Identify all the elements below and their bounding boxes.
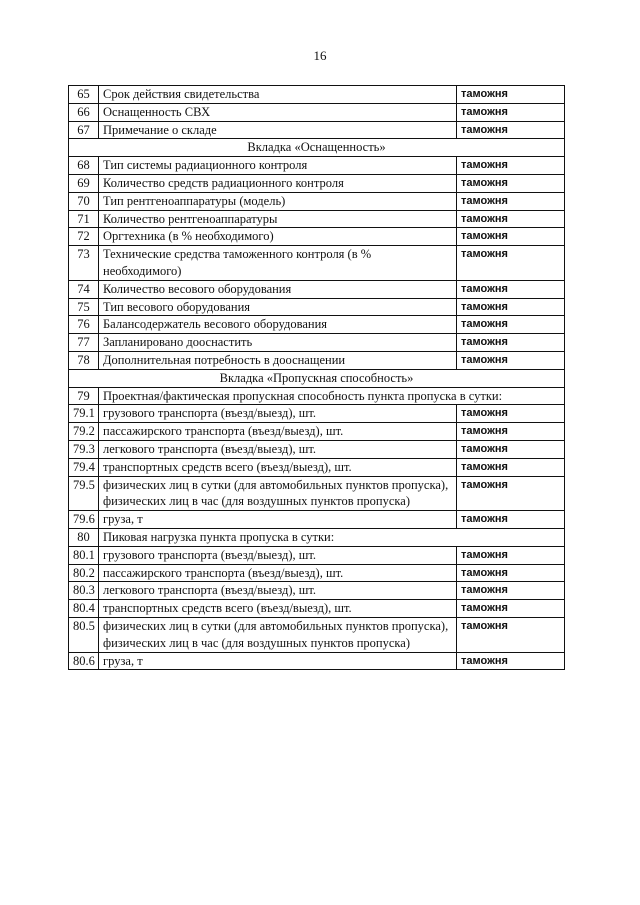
- row-number: 78: [69, 351, 99, 369]
- row-number: 80: [69, 528, 99, 546]
- field-owner: таможня: [457, 405, 565, 423]
- field-owner: таможня: [457, 582, 565, 600]
- field-name: транспортных средств всего (въезд/выезд), шт.: [99, 458, 457, 476]
- table-row: [69, 103, 565, 121]
- table-row: [69, 280, 565, 298]
- field-owner: таможня: [457, 157, 565, 175]
- table-row: [69, 405, 565, 423]
- row-number: 79.6: [69, 511, 99, 529]
- field-owner: таможня: [457, 600, 565, 618]
- field-owner: таможня: [457, 440, 565, 458]
- section-title: Вкладка «Пропускная способность»: [69, 369, 565, 387]
- row-number: 74: [69, 280, 99, 298]
- table-row: [69, 316, 565, 334]
- row-number: 67: [69, 121, 99, 139]
- table-row: [69, 351, 565, 369]
- row-number: 80.5: [69, 617, 99, 652]
- row-number: 77: [69, 334, 99, 352]
- field-owner: таможня: [457, 246, 565, 281]
- field-name: груза, т: [99, 511, 457, 529]
- field-name: физических лиц в сутки (для автомобильных пунктов пропуска), физических лиц в час (для воздушных пунктов пропуска): [99, 617, 457, 652]
- table-row: [69, 617, 565, 652]
- field-name: Тип рентгеноаппаратуры (модель): [99, 192, 457, 210]
- row-number: 70: [69, 192, 99, 210]
- field-name: пассажирского транспорта (въезд/выезд), шт.: [99, 564, 457, 582]
- fields-table-body: [69, 86, 565, 670]
- field-name: Оснащенность СВХ: [99, 103, 457, 121]
- table-row: [69, 210, 565, 228]
- field-name: Балансодержатель весового оборудования: [99, 316, 457, 334]
- row-number: 79.5: [69, 476, 99, 511]
- field-name: легкового транспорта (въезд/выезд), шт.: [99, 582, 457, 600]
- table-row: [69, 564, 565, 582]
- table-row: [69, 157, 565, 175]
- field-name: Количество весового оборудования: [99, 280, 457, 298]
- field-name: Срок действия свидетельства: [99, 86, 457, 104]
- table-row: [69, 228, 565, 246]
- row-number: 72: [69, 228, 99, 246]
- table-row: [69, 423, 565, 441]
- table-row: [69, 440, 565, 458]
- table-row: [69, 652, 565, 670]
- field-name: Оргтехника (в % необходимого): [99, 228, 457, 246]
- field-name: физических лиц в сутки (для автомобильных пунктов пропуска), физических лиц в час (для воздушных пунктов пропуска): [99, 476, 457, 511]
- table-row: [69, 511, 565, 529]
- group-title: Проектная/фактическая пропускная способность пункта пропуска в сутки:: [99, 387, 565, 405]
- field-owner: таможня: [457, 228, 565, 246]
- field-owner: таможня: [457, 458, 565, 476]
- group-row: [69, 387, 565, 405]
- table-row: [69, 546, 565, 564]
- section-header-row: [69, 369, 565, 387]
- field-owner: таможня: [457, 86, 565, 104]
- section-header-row: [69, 139, 565, 157]
- group-row: [69, 528, 565, 546]
- row-number: 80.1: [69, 546, 99, 564]
- table-row: [69, 246, 565, 281]
- field-owner: таможня: [457, 476, 565, 511]
- field-owner: таможня: [457, 652, 565, 670]
- field-owner: таможня: [457, 546, 565, 564]
- table-row: [69, 458, 565, 476]
- table-row: [69, 174, 565, 192]
- field-name: Количество рентгеноаппаратуры: [99, 210, 457, 228]
- field-name: Технические средства таможенного контроля (в % необходимого): [99, 246, 457, 281]
- field-owner: таможня: [457, 511, 565, 529]
- field-name: Тип системы радиационного контроля: [99, 157, 457, 175]
- row-number: 68: [69, 157, 99, 175]
- field-owner: таможня: [457, 298, 565, 316]
- table-row: [69, 298, 565, 316]
- row-number: 80.2: [69, 564, 99, 582]
- row-number: 80.6: [69, 652, 99, 670]
- row-number: 75: [69, 298, 99, 316]
- field-name: пассажирского транспорта (въезд/выезд), шт.: [99, 423, 457, 441]
- field-name: Запланировано дооснастить: [99, 334, 457, 352]
- field-owner: таможня: [457, 617, 565, 652]
- field-owner: таможня: [457, 103, 565, 121]
- field-name: грузового транспорта (въезд/выезд), шт.: [99, 546, 457, 564]
- row-number: 65: [69, 86, 99, 104]
- field-owner: таможня: [457, 210, 565, 228]
- section-title: Вкладка «Оснащенность»: [69, 139, 565, 157]
- field-name: грузового транспорта (въезд/выезд), шт.: [99, 405, 457, 423]
- row-number: 66: [69, 103, 99, 121]
- field-owner: таможня: [457, 334, 565, 352]
- table-row: [69, 476, 565, 511]
- row-number: 76: [69, 316, 99, 334]
- field-name: Тип весового оборудования: [99, 298, 457, 316]
- row-number: 79: [69, 387, 99, 405]
- field-name: Дополнительная потребность в дооснащении: [99, 351, 457, 369]
- row-number: 71: [69, 210, 99, 228]
- table-row: [69, 121, 565, 139]
- field-owner: таможня: [457, 316, 565, 334]
- field-owner: таможня: [457, 564, 565, 582]
- page-number: 16: [313, 48, 327, 63]
- field-owner: таможня: [457, 174, 565, 192]
- field-name: Количество средств радиационного контроля: [99, 174, 457, 192]
- table-row: [69, 86, 565, 104]
- field-owner: таможня: [457, 192, 565, 210]
- table-row: [69, 192, 565, 210]
- row-number: 80.4: [69, 600, 99, 618]
- row-number: 69: [69, 174, 99, 192]
- field-name: транспортных средств всего (въезд/выезд), шт.: [99, 600, 457, 618]
- row-number: 80.3: [69, 582, 99, 600]
- field-owner: таможня: [457, 351, 565, 369]
- row-number: 73: [69, 246, 99, 281]
- field-name: Примечание о складе: [99, 121, 457, 139]
- field-owner: таможня: [457, 121, 565, 139]
- table-row: [69, 600, 565, 618]
- group-title: Пиковая нагрузка пункта пропуска в сутки:: [99, 528, 565, 546]
- field-name: легкового транспорта (въезд/выезд), шт.: [99, 440, 457, 458]
- row-number: 79.2: [69, 423, 99, 441]
- field-owner: таможня: [457, 280, 565, 298]
- field-owner: таможня: [457, 423, 565, 441]
- field-name: груза, т: [99, 652, 457, 670]
- fields-table: [68, 85, 565, 670]
- row-number: 79.3: [69, 440, 99, 458]
- row-number: 79.4: [69, 458, 99, 476]
- table-row: [69, 582, 565, 600]
- row-number: 79.1: [69, 405, 99, 423]
- table-row: [69, 334, 565, 352]
